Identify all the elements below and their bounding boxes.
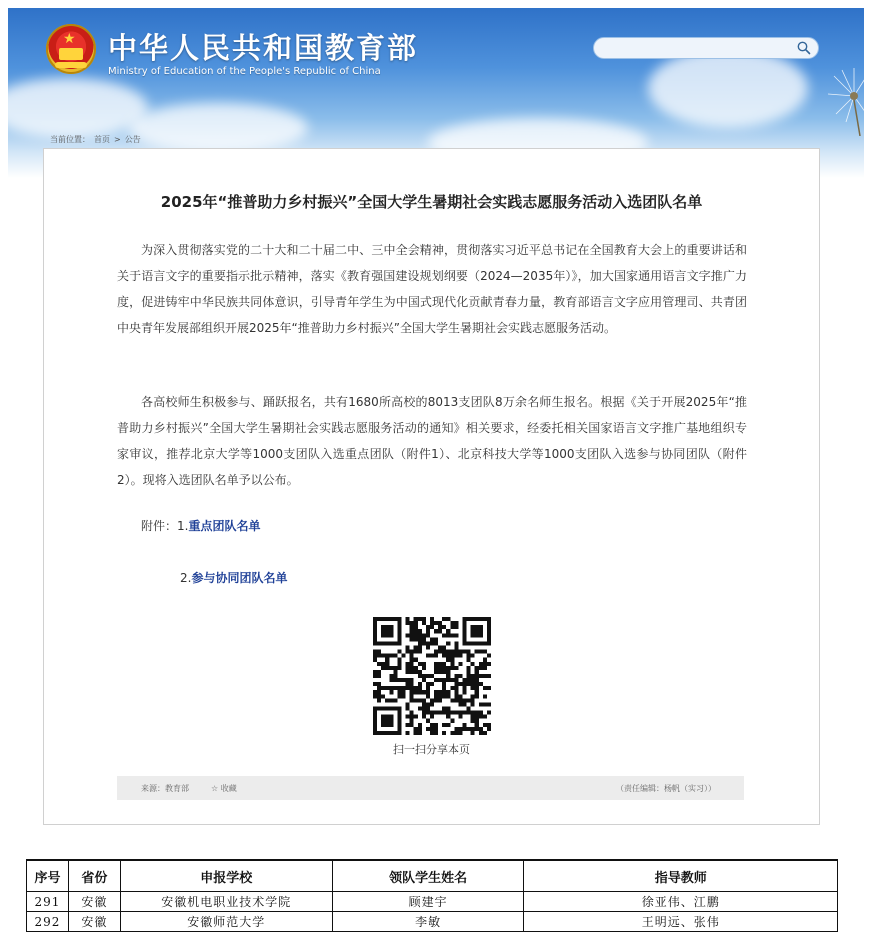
- table-cell: 291: [27, 892, 69, 912]
- team-list-table: [26, 859, 838, 932]
- cloud-decoration: [648, 48, 808, 128]
- attachment-index: 2.: [180, 571, 192, 585]
- dandelion-decoration-icon: [824, 66, 864, 136]
- search-input[interactable]: [604, 40, 788, 58]
- table-cell: 安徽师范大学: [120, 912, 332, 932]
- table-header-row: [27, 860, 838, 892]
- table-cell: 顾建宇: [332, 892, 524, 912]
- editor-label: （责任编辑：杨帆（实习））: [616, 784, 716, 793]
- article-footer-bar: [117, 776, 744, 800]
- column-header-school: 申报学校: [120, 860, 332, 892]
- star-icon: ★: [63, 31, 76, 47]
- source-label: 来源：教育部: [141, 784, 189, 793]
- attachment-link-cooperative-teams[interactable]: 参与协同团队名单: [191, 571, 288, 585]
- breadcrumb-current[interactable]: 公告: [124, 135, 141, 144]
- national-emblem-icon[interactable]: [46, 24, 96, 74]
- search-box: [593, 37, 819, 59]
- table-cell: 292: [27, 912, 69, 932]
- search-icon[interactable]: [797, 41, 811, 55]
- table-cell: 安徽: [68, 912, 120, 932]
- attachments-label: 附件：: [141, 519, 178, 533]
- article-paragraph: 各高校师生积极参与、踊跃报名，共有1680所高校的8013支团队8万余名师生报名。根据《关于开展2025年“推普助力乡村振兴”全国大学生暑期社会实践志愿服务活动的通知》相关要求，经委托相关国家语言文字推广基地组织专家审议，推荐北京大学等1000支团队入选重点团队（附件1）、北京科技大学等1000支团队入选参与协同团队（附件2）。现将入选团队名单予以公布。: [117, 395, 747, 487]
- breadcrumb-label: 当前位置：: [50, 135, 90, 144]
- cloud-decoration: [128, 103, 308, 153]
- attachment-link-key-teams[interactable]: 重点团队名单: [188, 519, 261, 533]
- table-row: [27, 892, 838, 912]
- column-header-province: 省份: [68, 860, 120, 892]
- cloud-decoration: [8, 78, 148, 138]
- article-panel: [43, 148, 820, 825]
- column-header-index: 序号: [27, 860, 69, 892]
- gate-icon: [59, 48, 83, 60]
- attachment-row-1: [141, 517, 260, 534]
- column-header-leader: 领队学生姓名: [332, 860, 524, 892]
- article-title: 2025年“推普助力乡村振兴”全国大学生暑期社会实践志愿服务活动入选团队名单: [160, 193, 703, 211]
- article-paragraph: 为深入贯彻落实党的二十大和二十届二中、三中全会精神，贯彻落实习近平总书记在全国教育大会上的重要讲话和关于语言文字的重要指示批示精神，落实《教育强国建设规划纲要（2024—2035年）》，加大国家通用语言文字推广力度，促进铸牢中华民族共同体意识，引导青年学生为中国式现代化贡献青春力量，教育部语言文字应用管理司、共青团中央青年发展部组织开展2025年“推普助力乡村振兴”全国大学生暑期社会实践志愿服务活动。: [117, 243, 747, 335]
- qr-caption: 扫一扫分享本页: [393, 743, 470, 756]
- table-cell: 安徽: [68, 892, 120, 912]
- column-header-advisor: 指导教师: [524, 860, 838, 892]
- breadcrumb-separator: >: [114, 135, 121, 144]
- table-cell: 徐亚伟、江鹏: [524, 892, 838, 912]
- emblem-base: [55, 62, 87, 68]
- favorite-button[interactable]: ☆ 收藏: [211, 784, 237, 793]
- site-subtitle: Ministry of Education of the People's Republic of China: [108, 66, 381, 77]
- table-cell: 安徽机电职业技术学院: [120, 892, 332, 912]
- site-title[interactable]: 中华人民共和国教育部: [108, 31, 419, 65]
- breadcrumb: [50, 134, 145, 145]
- qr-code-icon[interactable]: [373, 617, 491, 735]
- attachment-index: 1.: [177, 519, 189, 533]
- table-row: [27, 912, 838, 932]
- attachment-row-2: [180, 569, 287, 586]
- table-cell: 李敏: [332, 912, 524, 932]
- table-cell: 王明远、张伟: [524, 912, 838, 932]
- breadcrumb-home-link[interactable]: 首页: [94, 135, 110, 144]
